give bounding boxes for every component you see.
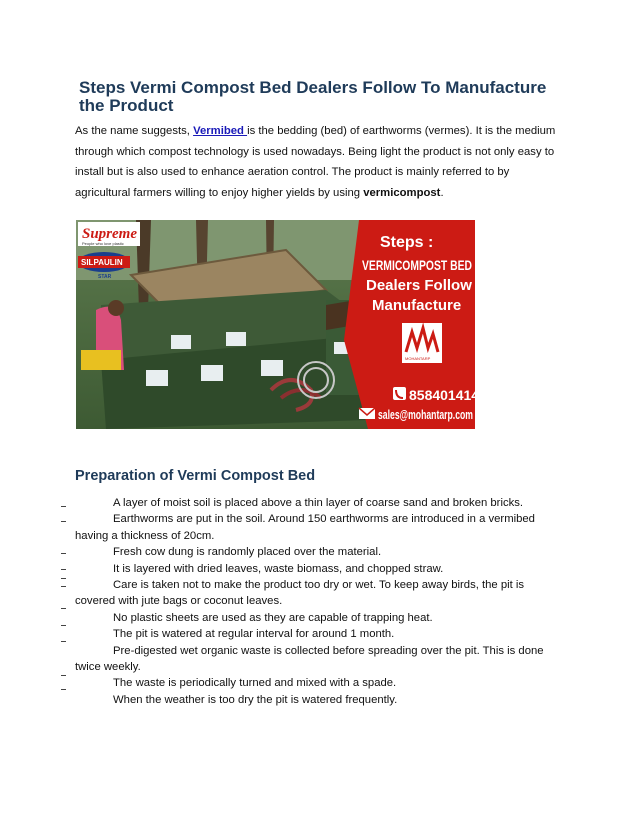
svg-text:STAR: STAR <box>98 274 112 280</box>
svg-text:Supreme: Supreme <box>82 226 138 242</box>
list-item: The pit is watered at regular interval for around 1 month. <box>113 628 395 641</box>
banner-phone: 8584014147 <box>409 387 487 403</box>
svg-text:Steps :: Steps : <box>380 234 434 251</box>
mohantarp-logo <box>402 323 442 363</box>
list-item: When the weather is too dry the pit is watered frequently. <box>113 693 398 706</box>
banner-email: sales@mohantarp.com <box>378 407 473 422</box>
list-bullet-marker <box>61 553 66 554</box>
svg-text:VERMICOMPOST BED: VERMICOMPOST BED <box>362 257 472 273</box>
list-item: It is layered with dried leaves, waste biomass, and chopped straw. <box>113 562 444 575</box>
list-bullet-marker <box>61 675 66 676</box>
steps-list <box>75 495 565 708</box>
intro-paragraph <box>75 121 563 203</box>
list-item: Care is taken not to make the product too dry or wet. To keep away birds, the pit is covered with jute bags or coconut leaves. <box>75 579 525 608</box>
phone-icon <box>393 387 406 400</box>
vermicompost-bold: vermicompost <box>363 186 441 199</box>
list-bullet-marker <box>61 625 66 626</box>
section-heading: Preparation of Vermi Compost Bed <box>75 468 316 484</box>
intro-text-end: . <box>440 186 444 199</box>
list-item: A layer of moist soil is placed above a thin layer of coarse sand and broken bricks. <box>113 497 524 509</box>
svg-text:Manufacture: Manufacture <box>372 297 462 314</box>
list-item: The waste is periodically turned and mixed with a spade. <box>113 677 397 690</box>
list-bullet-marker <box>61 506 66 507</box>
list-bullet-marker <box>61 689 66 690</box>
intro-text-start: As the name suggests, <box>75 125 194 137</box>
list-bullet-marker <box>61 521 66 522</box>
document-title: Steps Vermi Compost Bed Dealers Follow To Manufacture the Product <box>79 78 547 115</box>
list-bullet-marker <box>61 578 66 579</box>
list-item: Earthworms are put in the soil. Around 150 earthworms are introduced in a vermibed having a thickness of 20cm. <box>75 513 535 542</box>
email-icon <box>359 408 375 419</box>
list-bullet-marker <box>61 586 66 587</box>
svg-text:SILPAULIN: SILPAULIN <box>81 258 123 267</box>
list-item: Pre-digested wet organic waste is collected before spreading over the pit. This is done twice weekly. <box>75 644 544 674</box>
svg-text:MOHANTARP: MOHANTARP <box>405 356 431 361</box>
intro-text-middle: is the bedding (bed) of earthworms (vermes). It is the medium through which compost technology is used nowadays. Being light the product is not only easy to install but is also used to enhance aeration control. The product is mainly referred to by agricultural farmers willing to enjoy higher yields by using <box>75 125 556 199</box>
list-item: No plastic sheets are used as they are capable of trapping heat. <box>113 611 433 624</box>
vermibed-link[interactable]: Vermibed <box>193 125 248 137</box>
list-bullet-marker <box>61 569 66 570</box>
list-item: Fresh cow dung is randomly placed over the material. <box>113 546 382 559</box>
svg-text:Dealers Follow To: Dealers Follow To <box>366 277 494 294</box>
list-bullet-marker <box>61 641 66 642</box>
svg-text:People who love plastic: People who love plastic <box>82 241 124 246</box>
list-bullet-marker <box>61 608 66 609</box>
supreme-logo <box>78 222 140 246</box>
promo-banner-image <box>76 220 494 429</box>
